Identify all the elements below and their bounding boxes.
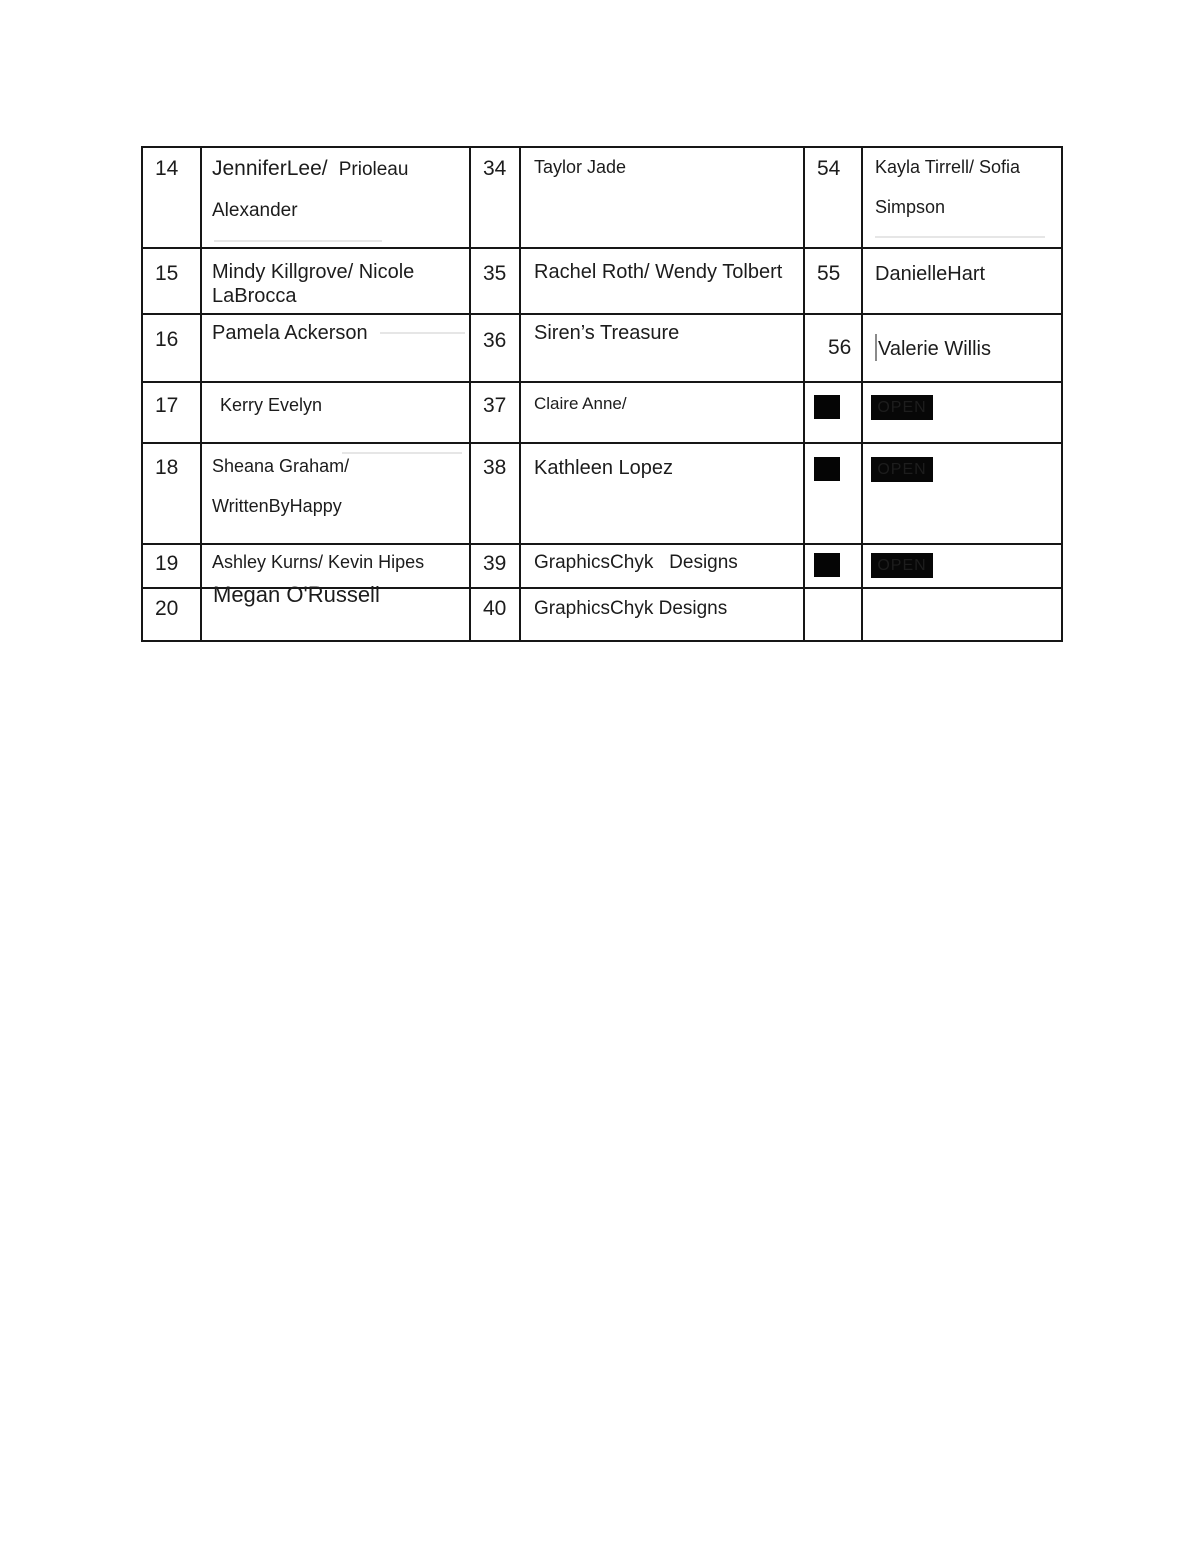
- row-number: 19: [155, 552, 179, 575]
- cell-num-37: [471, 383, 521, 444]
- row-number: 15: [155, 262, 179, 285]
- row-number: 38: [483, 456, 507, 479]
- cell-name-38: Kathleen Lopez: [521, 444, 805, 545]
- cell-name-59-redacted: [863, 545, 1061, 589]
- cell-name-55: DanielleHart: [863, 249, 1061, 315]
- cell-name-58-redacted: [863, 444, 1061, 545]
- name-line: JenniferLee/ Prioleau: [212, 157, 409, 180]
- cell-num-60-empty: [805, 589, 863, 640]
- cell-num-17: [143, 383, 202, 444]
- cell-name-40: GraphicsChyk Designs: [521, 589, 805, 640]
- redaction-box: [814, 457, 840, 481]
- cell-num-59-redacted: [805, 545, 863, 589]
- cell-num-34: [471, 148, 521, 249]
- cell-name-54: [863, 148, 1061, 249]
- row-number: 39: [483, 552, 507, 575]
- cell-num-35: [471, 249, 521, 315]
- redaction-box: [871, 395, 933, 420]
- cell-num-54: [805, 148, 863, 249]
- row-number: 40: [483, 597, 507, 620]
- vendor-roster-table: [141, 146, 1063, 642]
- cell-name-56: [863, 315, 1061, 383]
- cell-name-57-redacted: [863, 383, 1061, 444]
- row-number: 20: [155, 597, 179, 620]
- faint-scan-line: [214, 240, 382, 242]
- cell-name-16: Pamela Ackerson: [202, 315, 471, 383]
- cell-name-60-empty: [863, 589, 1061, 640]
- row-number: 34: [483, 157, 507, 180]
- name-line: WrittenByHappy: [212, 495, 342, 516]
- redacted-text: OPEN: [877, 460, 927, 478]
- redacted-text: OPEN: [877, 556, 927, 574]
- editable-name-text[interactable]: Valerie Willis: [878, 338, 991, 360]
- cell-num-19: [143, 545, 202, 589]
- cell-num-56: [805, 315, 863, 383]
- cell-num-55: [805, 249, 863, 315]
- redaction-box: [814, 395, 840, 419]
- cell-num-20: [143, 589, 202, 640]
- row-number: 35: [483, 262, 507, 285]
- cell-num-14: [143, 148, 202, 249]
- cell-name-36: Siren’s Treasure: [521, 315, 805, 383]
- name-line: Alexander: [212, 199, 298, 221]
- text-cursor: [875, 334, 877, 361]
- cell-num-15: [143, 249, 202, 315]
- name-line: Sheana Graham/: [212, 456, 350, 476]
- redaction-box: [871, 457, 933, 482]
- row-number: 54: [817, 157, 841, 180]
- cell-num-38: [471, 444, 521, 545]
- cell-name-19: Ashley Kurns/ Kevin Hipes: [202, 545, 471, 589]
- cell-num-16: [143, 315, 202, 383]
- cell-num-57-redacted: [805, 383, 863, 444]
- redaction-box: [871, 553, 933, 578]
- cell-name-14: [202, 148, 471, 249]
- faint-scan-line: [875, 236, 1045, 238]
- faint-scan-line: [380, 332, 465, 334]
- row-number: 17: [155, 394, 179, 417]
- name-line: Kayla Tirrell/ Sofia: [875, 157, 1021, 177]
- cell-name-39: GraphicsChyk Designs: [521, 545, 805, 589]
- redacted-text: OPEN: [877, 398, 927, 416]
- cell-num-18: [143, 444, 202, 545]
- row-number: 36: [483, 329, 507, 352]
- cell-name-37: Claire Anne/: [521, 383, 805, 444]
- cell-num-40: [471, 589, 521, 640]
- row-number: 18: [155, 456, 179, 479]
- row-number: 14: [155, 157, 179, 180]
- row-number: 55: [817, 262, 841, 285]
- cell-name-35: Rachel Roth/ Wendy Tolbert: [521, 249, 805, 315]
- row-number: 37: [483, 394, 507, 417]
- cell-num-39: [471, 545, 521, 589]
- overlapping-name-megan-orussell: Megan O'Russell: [213, 582, 380, 607]
- redaction-box: [814, 553, 840, 577]
- name-line: Simpson: [875, 196, 946, 217]
- cell-name-17: Kerry Evelyn: [202, 383, 471, 444]
- cell-name-18: [202, 444, 471, 545]
- cell-name-34: Taylor Jade: [521, 148, 805, 249]
- faint-scan-line: [342, 452, 462, 454]
- cell-num-58-redacted: [805, 444, 863, 545]
- row-number: 56: [828, 336, 852, 359]
- row-number: 16: [155, 328, 179, 351]
- cell-num-36: [471, 315, 521, 383]
- cell-name-15: Mindy Killgrove/ Nicole LaBrocca: [202, 249, 471, 315]
